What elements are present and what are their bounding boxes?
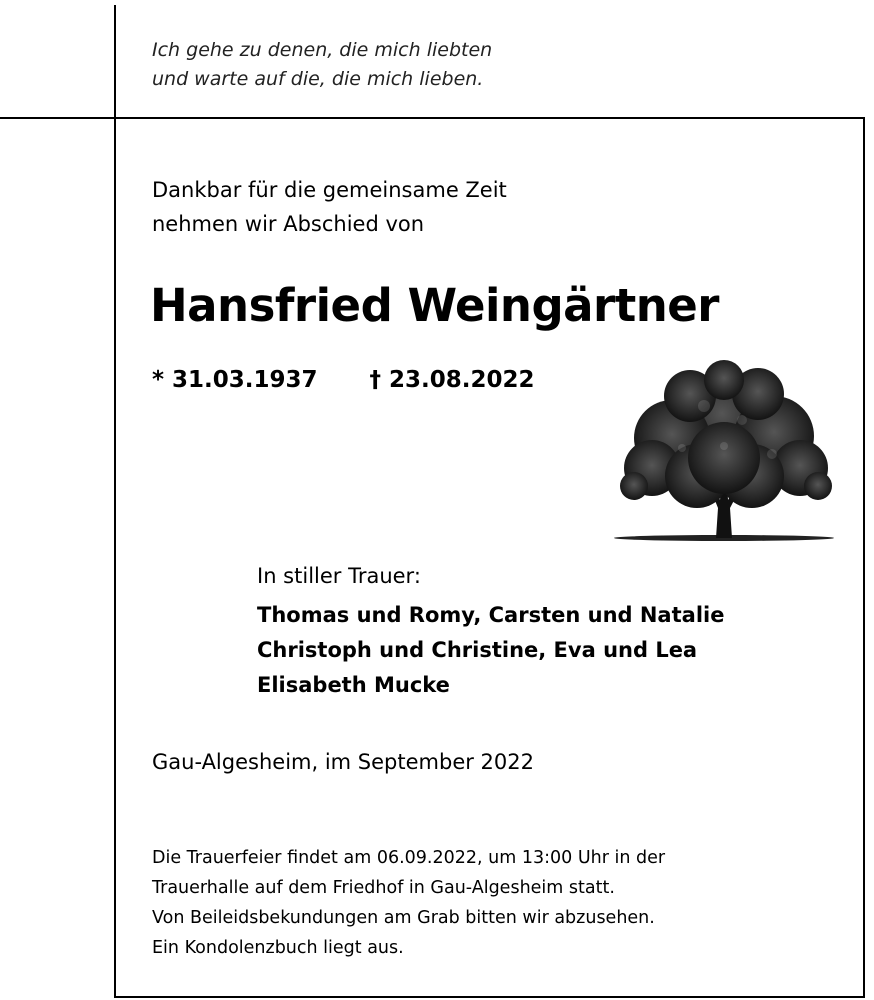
mourner-line: Thomas und Romy, Carsten und Natalie	[257, 603, 725, 627]
motto-quote	[152, 36, 492, 94]
mourner-line: Christoph und Christine, Eva und Lea	[257, 638, 698, 662]
note-line: Von Beileidsbekundungen am Grab bitten wir abzusehen.	[152, 908, 655, 928]
tree-icon	[612, 358, 840, 544]
intro-line: Dankbar für die gemeinsame Zeit	[152, 178, 507, 202]
deceased-name: Hansfried Weingärtner	[150, 279, 719, 332]
frame-line-bottom	[114, 996, 865, 998]
motto-line: und warte auf die, die mich lieben.	[152, 68, 484, 90]
frame-line-horizontal	[0, 117, 865, 119]
intro-text	[152, 173, 507, 241]
frame-line-right	[863, 117, 865, 998]
mourners-list	[257, 598, 724, 703]
birth-date: * 31.03.1937	[152, 367, 318, 393]
frame-line-vertical	[114, 5, 116, 998]
motto-line: Ich gehe zu denen, die mich liebten	[152, 39, 493, 61]
funeral-notes	[152, 843, 665, 963]
note-line: Trauerhalle auf dem Friedhof in Gau-Algesheim statt.	[152, 878, 615, 898]
note-line: Ein Kondolenzbuch liegt aus.	[152, 938, 404, 958]
place-date: Gau-Algesheim, im September 2022	[152, 750, 534, 774]
note-line: Die Trauerfeier findet am 06.09.2022, um 13:00 Uhr in der	[152, 848, 666, 868]
mourner-line: Elisabeth Mucke	[257, 673, 450, 697]
mourning-heading: In stiller Trauer:	[257, 564, 421, 588]
death-date: † 23.08.2022	[369, 367, 535, 393]
intro-line: nehmen wir Abschied von	[152, 212, 425, 236]
life-dates	[152, 364, 535, 396]
